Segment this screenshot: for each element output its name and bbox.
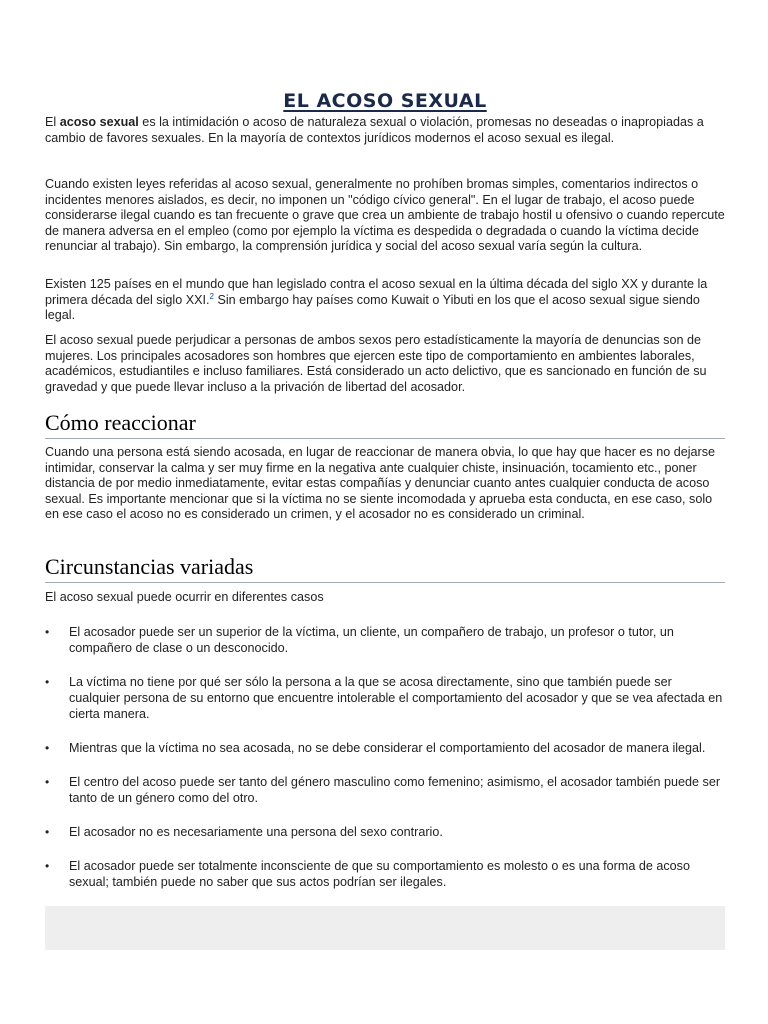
circumstances-list [45,624,725,908]
legal-paragraph: Cuando existen leyes referidas al acoso sexual, generalmente no prohíben bromas simples, comentarios indirectos o incidentes menores aislados, es decir, no imponen un "código cívico general". En el lugar de trabajo, el acoso puede considerarse ilegal cuando es tan frecuente o grave que crea un ambiente de trabajo hostil u ofensivo o cuando repercute de manera adversa en el empleo (como por ejemplo la víctima es despedida o degradada o cuando la víctima decide renunciar al trabajo). Sin embargo, la comprensión jurídica y social del acoso sexual varía según la cultura. [45,177,725,254]
list-item: • El centro del acoso puede ser tanto del género masculino como femenino; asimismo, el acosador también puede ser tanto de un género como del otro. [45,775,721,805]
section-heading-como-reaccionar: Cómo reaccionar [45,410,725,439]
intro-paragraph: El acoso sexual es la intimidación o acoso de naturaleza sexual o violación, promesas no deseadas o inapropiadas a cambio de favores sexuales. En la mayoría de contextos jurídicos modernos el acoso sexual es ilegal. [45,115,704,145]
list-item: • El acosador puede ser totalmente inconsciente de que su comportamiento es molesto o es una forma de acoso sexual; también puede no saber que sus actos podrían ser ilegales. [45,859,690,889]
bullet-icon: • [45,775,50,789]
document-title: EL ACOSO SEXUAL [283,90,487,112]
list-item: • El acosador no es necesariamente una persona del sexo contrario. [45,825,443,839]
footer-placeholder-box [45,906,725,950]
countries-paragraph: Existen 125 países en el mundo que han legislado contra el acoso sexual en la última década del siglo XX y durante la primera década del siglo XXI.$^2$ Sin embargo hay países como Kuwait o Yibuti en los que el acoso sexual sigue siendo legal. [45,277,708,323]
reference-link[interactable]: 2 [209,291,214,301]
bullet-icon: • [45,825,50,839]
section-heading-circunstancias: Circunstancias variadas [45,554,725,583]
bullet-icon: • [45,625,50,639]
list-item: • Mientras que la víctima no sea acosada, no se debe considerar el comportamiento del acosador de manera ilegal. [45,741,706,755]
list-item: • El acosador puede ser un superior de la víctima, un cliente, un compañero de trabajo, un profesor o tutor, un compañero de clase o un desconocido. [45,625,674,655]
list-item: • La víctima no tiene por qué ser sólo la persona a la que se acosa directamente, sino que también puede ser cualquier persona de su entorno que encuentre intolerable el comportamiento del acosador y que se vea afectada en cierta manera. [45,675,723,721]
circumstances-intro: El acoso sexual puede ocurrir en diferentes casos [45,590,324,604]
gender-paragraph: El acoso sexual puede perjudicar a personas de ambos sexos pero estadísticamente la mayoría de denuncias son de mujeres. Los principales acosadores son hombres que ejercen este tipo de comportamiento en ambientes laborales, académicos, estudiantiles e incluso familiares. Está considerado un acto delictivo, que es sancionado en función de su gravedad y que puede llevar incluso a la privación de libertad del acosador. [45,333,707,394]
bold-term: acoso sexual [59,115,139,129]
bullet-icon: • [45,741,50,755]
bullet-icon: • [45,675,50,689]
bullet-icon: • [45,859,50,873]
reaction-paragraph: Cuando una persona está siendo acosada, en lugar de reaccionar de manera obvia, lo que hay que hacer es no dejarse intimidar, conservar la calma y ser muy firme en la negativa ante cualquier chiste, insinuación, tocamiento etc., poner distancia de por medio inmediatamente, evitar estas compañías y denunciar cuanto antes cualquier conducta de acoso sexual. Es importante mencionar que si la víctima no se siente incomodada y aprueba esta conducta, en ese caso, solo en ese caso el acoso no es considerado un crimen, y el acosador no es considerado un criminal. [45,445,716,522]
